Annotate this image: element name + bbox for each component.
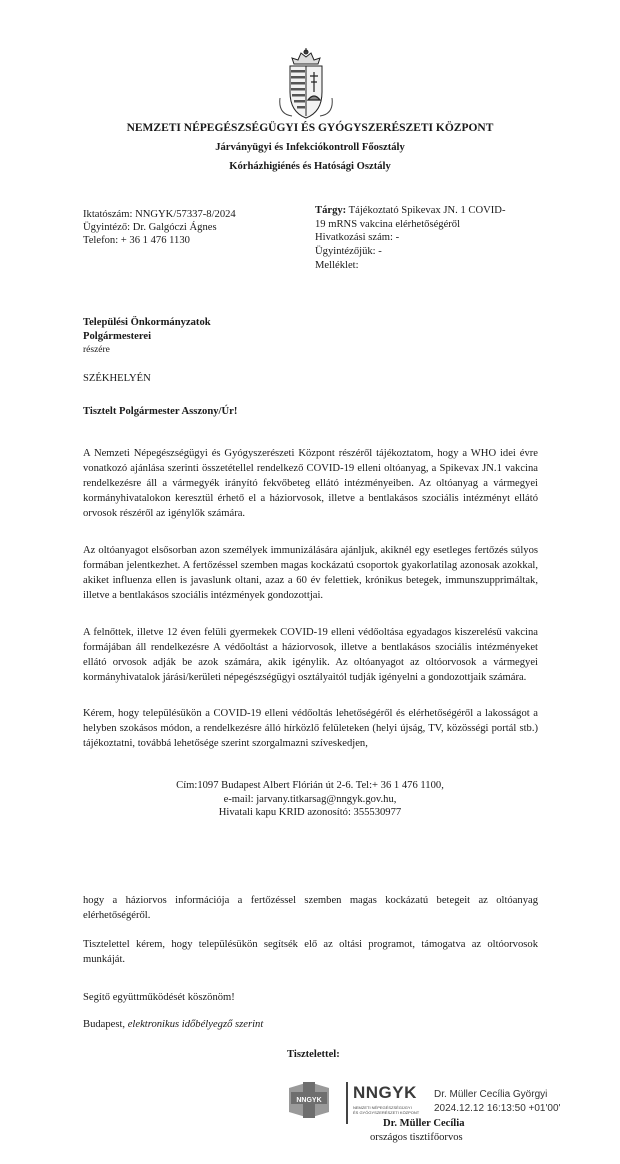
logo-subtitle-2: ÉS GYÓGYSZERÉSZETI KÖZPONT (353, 1110, 420, 1115)
recipient-line-3: részére (83, 345, 110, 355)
recipient-location: SZÉKHELYÉN (83, 373, 151, 384)
subject-line-1: Tájékoztató Spikevax JN. 1 COVID- (348, 205, 506, 216)
logo-divider (346, 1082, 348, 1124)
subject-block (315, 204, 555, 218)
date-note: elektronikus időbélyegző szerint (127, 1019, 264, 1030)
thanks-line: Segítő együttműködését köszönöm! (83, 992, 235, 1003)
signer-name: Dr. Müller Cecília (383, 1118, 465, 1129)
paragraph-1: A Nemzeti Népegészségügyi és Gyógyszerészeti Központ részéről tájékoztatom, hogy a WHO idei évre vonatkozó ajánlása szerinti összetétellel rendelkező COVID-19 elleni oltóanyag, a Spikevax JN.1 vakcina rendelkezésre áll a vármegyék irányító fekvőbeteg ellátó intézményeiben. Az oltóanyag a vármegyei kormányhivatalokon keresztül érhető el a háziorvosok, illetve a bentlakásos szociális intézményt ellátó orvosok részéről az igénylők számára. (83, 448, 538, 519)
subject-label: Tárgy: (315, 205, 347, 216)
place-date-line (83, 1018, 263, 1032)
signature-timestamp: 2024.12.12 16:13:50 +01'00' (434, 1103, 561, 1114)
paragraph-2: Az oltóanyagot elsősorban azon személyek immunizálására ajánljuk, akiknél egy esetleges fertőzés súlyos formában jelentkezhet. A fertőzéssel szemben magas kockázatú csoportok gyakorlatilag azonosak azokkal, akiket influenza ellen is javaslunk oltani, azaz a 60 év felettiek, krónikus betegek, immunszupprimáltak, illetve a bentlakásos szociális intézmények gondozottjai. (83, 545, 538, 601)
footer-krid: Hivatali kapu KRID azonosító: 355530977 (218, 807, 402, 818)
subject-line-2: 19 mRNS vakcina elérhetőségéről (315, 219, 461, 230)
division-name: Kórházhigiénés és Hatósági Osztály (229, 161, 391, 172)
reference-field: Hivatkozási szám: - (315, 232, 400, 243)
department-name: Járványügyi és Infekciókontroll Főosztály (215, 142, 405, 153)
nngyk-logo-icon (283, 1078, 339, 1122)
your-handler-field: Ügyintézőjük: - (315, 246, 382, 257)
salutation: Tisztelt Polgármester Asszony/Úr! (83, 406, 238, 417)
recipient-line-2: Polgármesterei (83, 331, 152, 342)
continuation-paragraph: hogy a háziorvos információja a fertőzéssel szemben magas kockázatú betegeit az oltóanyag elérhetőségéről. (83, 895, 538, 921)
phone-number: Telefon: + 36 1 476 1130 (83, 235, 190, 246)
org-name: NEMZETI NÉPEGÉSZSÉGÜGYI ÉS GYÓGYSZERÉSZETI KÖZPONT (126, 122, 494, 134)
attachment-field: Melléklet: (315, 260, 359, 271)
digital-signer-name: Dr. Müller Cecília Györgyi (434, 1089, 548, 1100)
closing: Tisztelettel: (287, 1049, 340, 1060)
svg-text:NNGYK: NNGYK (296, 1097, 322, 1104)
signer-title: országos tisztifőorvos (370, 1132, 463, 1143)
reference-number: Iktatószám: NNGYK/57337-8/2024 (83, 209, 236, 220)
logo-wordmark: NNGYK (353, 1083, 417, 1102)
logo-subtitle-1: NEMZETI NÉPEGÉSZSÉGÜGYI (353, 1105, 412, 1110)
footer-email: e-mail: jarvany.titkarsag@nngyk.gov.hu, (223, 794, 397, 805)
footer-address: Cím:1097 Budapest Albert Flórián út 2-6. Tel:+ 36 1 476 1100, (176, 780, 444, 791)
coat-of-arms-icon (278, 48, 334, 120)
request-paragraph: Tisztelettel kérem, hogy településükön segítsék elő az oltási programot, támogatva az oltóorvosok munkáját. (83, 939, 538, 965)
paragraph-3: A felnőttek, illetve 12 éven felüli gyermekek COVID-19 elleni védőoltása egyadagos kiszerelésű vakcina formájában áll rendelkezésre A védőoltást a háziorvosok, illetve a bentlakásos szociális intézményeket ellátó orvosok adják be azok számára, akik igénylik. Az oltóanyagot az oltóorvosok a vármegyei kormányhivatalok járási/kerületi népegészségügyi osztályaitól tudják igényelni a gondozottjaik számára. (83, 627, 538, 683)
case-handler: Ügyintéző: Dr. Galgóczi Ágnes (83, 222, 217, 233)
paragraph-4: Kérem, hogy településükön a COVID-19 elleni védőoltás lehetőségéről és elérhetőségéről a lakosságot a helyben szokásos módon, a rendelkezésre álló hírközlő felületeken (helyi újság, TV, közösségi portál stb.) tájékoztatni, továbbá lehetősége szerint szorgalmazni szíveskedjen, (83, 708, 538, 749)
recipient-line-1: Települési Önkormányzatok (83, 317, 211, 328)
place: Budapest, (83, 1019, 126, 1030)
